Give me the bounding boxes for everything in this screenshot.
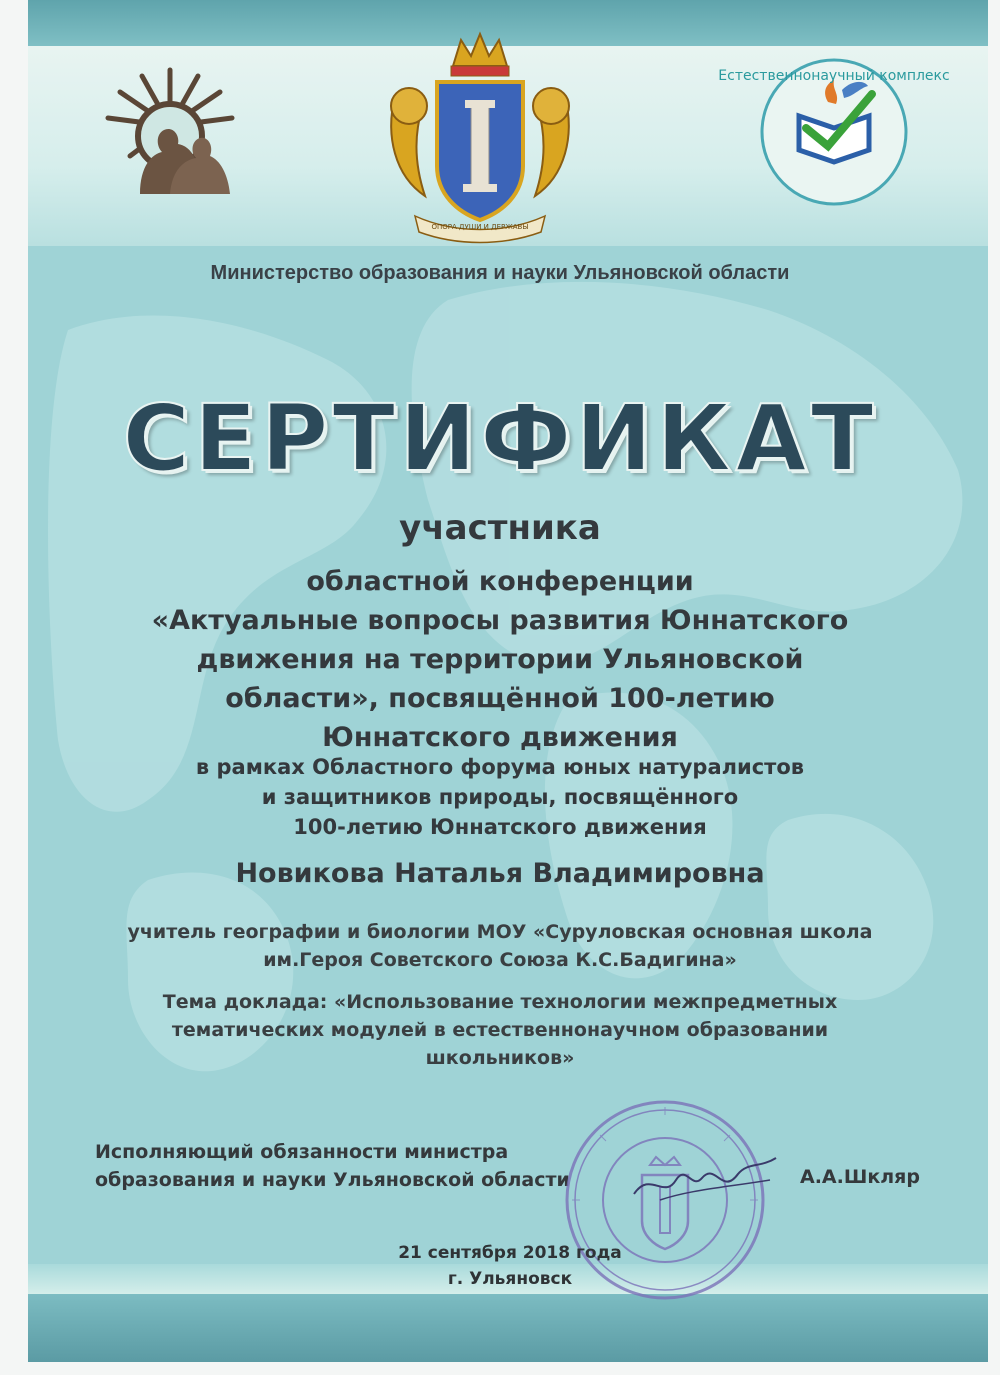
- certificate-date: 21 сентября 2018 года: [398, 1243, 622, 1263]
- position-line: учитель географии и биологии МОУ «Суруловская основная школа: [127, 921, 873, 943]
- certificate-city: г. Ульяновск: [447, 1269, 573, 1289]
- forum-line: и защитников природы, посвящённого: [261, 785, 739, 809]
- young-naturalists-emblem: [100, 66, 240, 196]
- forum-line: 100-летию Юннатского движения: [293, 815, 707, 839]
- recipient-position: [0, 918, 1000, 974]
- natural-science-complex-badge: [718, 50, 950, 220]
- conference-line: областной конференции: [306, 566, 694, 597]
- conference-line: «Актуальные вопросы развития Юннатского: [151, 605, 849, 636]
- conference-line: области», посвящённой 100-летию: [225, 683, 775, 714]
- forum-line: в рамках Областного форума юных натуралистов: [195, 755, 805, 779]
- recipient-name: Новикова Наталья Владимировна: [235, 858, 765, 889]
- bottom-band: [28, 1294, 988, 1362]
- certificate-subtitle: участника: [399, 508, 601, 548]
- signer-title: [95, 1138, 570, 1194]
- signer-title-line: образования и науки Ульяновской области: [95, 1169, 570, 1191]
- ministry-name: Министерство образования и науки Ульяновской области: [210, 262, 790, 284]
- signer-name: А.А.Шкляр: [800, 1166, 920, 1188]
- report-topic: [0, 988, 1000, 1072]
- certificate-title: СЕРТИФИКАТ: [122, 385, 878, 492]
- date-and-place: [360, 1240, 660, 1292]
- forum-description: [0, 752, 1000, 842]
- topic-line: школьников»: [425, 1047, 575, 1069]
- coat-of-arms-emblem: [375, 26, 585, 248]
- motto-ribbon-text: ОПОРА ДУШИ И ДЕРЖАВЫ: [431, 223, 529, 231]
- badge-label: Естественнонаучный комплекс: [718, 68, 950, 84]
- signer-title-line: Исполняющий обязанности министра: [95, 1141, 509, 1163]
- position-line: им.Героя Советского Союза К.С.Бадигина»: [263, 949, 737, 971]
- topic-line: Тема доклада: «Использование технологии межпредметных: [162, 991, 838, 1013]
- topic-line: тематических модулей в естественнонаучном образовании: [171, 1019, 829, 1041]
- signature: [630, 1150, 780, 1210]
- conference-description: [0, 562, 1000, 757]
- conference-line: Юннатского движения: [322, 722, 678, 753]
- conference-line: движения на территории Ульяновской: [196, 644, 804, 675]
